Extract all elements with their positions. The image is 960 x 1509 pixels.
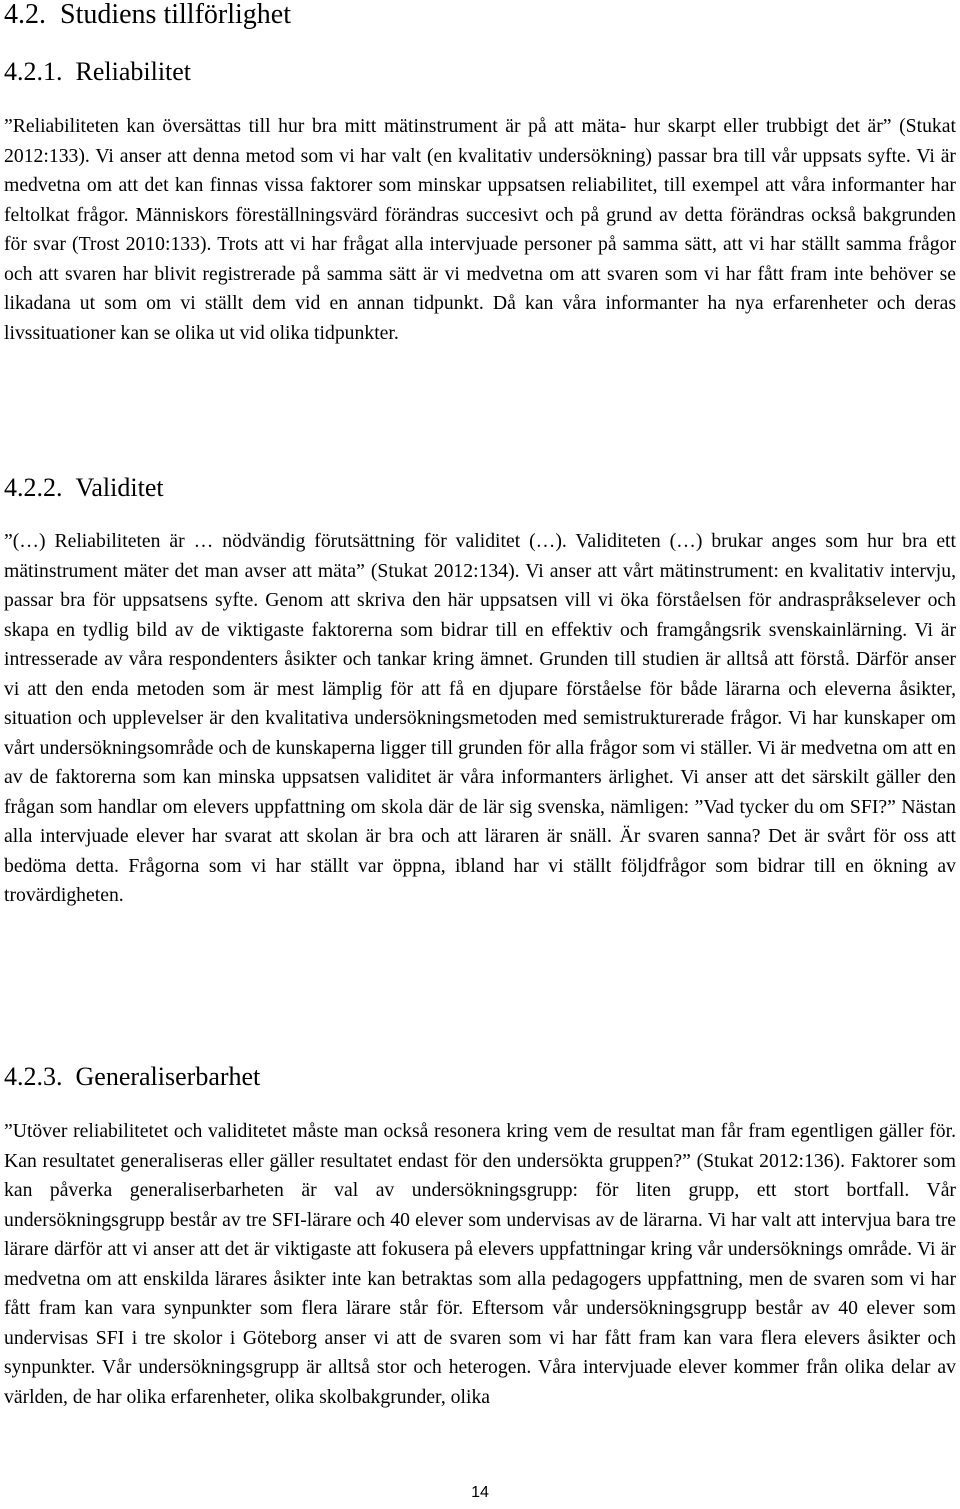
section-title: Studiens tillförlighet [60, 0, 291, 30]
subsection-number: 4.2.1. [4, 57, 63, 86]
subsection-heading-generaliserbarhet [4, 1062, 260, 1092]
subsection-heading-reliabilitet [4, 57, 191, 87]
section-heading [4, 0, 291, 44]
subsection-number: 4.2.2. [4, 473, 63, 502]
subsection-heading-validitet [4, 473, 164, 503]
section-number: 4.2. [4, 0, 46, 30]
paragraph-validitet: ”(…) Reliabiliteten är … nödvändig förutsättning för validitet (…). Validiteten (…) brukar anges som hur bra ett mätinstrument mäter det man avser att mäta” (Stukat 2012:134). Vi anser att vårt mätinstrument: en kvalitativ intervju, passar bra för uppsatsens syfte. Genom att skriva den här uppsatsen vill vi öka förståelsen för andraspråkselever och skapa en tydlig bild av de viktigaste faktorerna som bidrar till en effektiv och framgångsrik svenskainlärning. Vi är intresserade av våra respondenters åsikter och tankar kring ämnet. Grunden till studien är alltså att förstå. Därför anser vi att den enda metoden som är mest lämplig för att få en djupare förståelse för både lärarna och eleverna åsikter, situation och upplevelser är den kvalitativa undersökningsmetoden med semistrukturerade frågor. Vi har kunskaper om vårt undersökningsområde och de kunskaperna ligger till grunden för alla frågor som vi ställer. Vi är medvetna om att en av de faktorerna som kan minska uppsatsen validitet är våra informanters ärlighet. Vi anser att det särskilt gäller den frågan som handlar om elevers uppfattning om skola där de lär sig svenska, nämligen: ”Vad tycker du om SFI?” Nästan alla intervjuade elever har svarat att skolan är bra och att läraren är snäll. Är svaren sanna? Det är svårt för oss att bedöma detta. Frågorna som vi har ställt var öppna, ibland har vi ställt följdfrågor som bidrar till en ökning av trovärdigheten. [4, 530, 956, 906]
paragraph-reliabilitet: ”Reliabiliteten kan översättas till hur bra mitt mätinstrument är på att mäta- hur skarpt eller trubbigt det är” (Stukat 2012:133). Vi anser att denna metod som vi har valt (en kvalitativ undersökning) passar bra till vår uppsats syfte. Vi är medvetna om att det kan finnas vissa faktorer som minskar uppsatsen reliabilitet, till exempel att våra informanter har feltolkat frågor. Människors föreställningsvärd förändras succesivt och på grund av detta förändras också bakgrunden för svar (Trost 2010:133). Trots att vi har frågat alla intervjuade personer på samma sätt, att vi har ställt samma frågor och att svaren har blivit registrerade på samma sätt är vi medvetna om att svaren som vi har fått fram inte behöver se likadana ut som om vi ställt dem vid en annan tidpunkt. Då kan våra informanter ha nya erfarenheter och deras livssituationer kan se olika ut vid olika tidpunkter. [4, 115, 956, 344]
paragraph-generaliserbarhet: ”Utöver reliabilitetet och validitetet måste man också resonera kring vem de resultat man får fram egentligen gäller för. Kan resultatet generaliseras eller gäller resultatet endast för den undersökta gruppen?” (Stukat 2012:136). Faktorer som kan påverka generaliserbarheten är val av undersökningsgrupp: för liten grupp, ett stort bortfall. Vår undersökningsgrupp består av tre SFI-lärare och 40 elever som undervisas av de lärarna. Vi har valt att intervjua bara tre lärare därför att vi anser att det är viktigaste att fokusera på elevers uppfattningar kring vår undersöknings område. Vi är medvetna om att enskilda lärares åsikter inte kan betraktas som alla pedagogers uppfattning, men de svaren som vi har fått fram kan vara synpunkter som flera lärare står för. Eftersom vår undersökningsgrupp består av 40 elever som undervisas SFI i tre skolor i Göteborg anser vi att de svaren som vi har fått fram kan vara flera elevers åsikter och synpunkter. Vår undersökningsgrupp är alltså stor och heterogen. Våra intervjuade elever kommer från olika delar av världen, de har olika erfarenheter, olika skolbakgrunder, olika [4, 1120, 956, 1408]
subsection-title: Generaliserbarhet [75, 1062, 261, 1091]
subsection-title: Validitet [75, 473, 164, 502]
subsection-title: Reliabilitet [75, 57, 192, 86]
subsection-number: 4.2.3. [4, 1062, 63, 1091]
page-number: 14 [471, 1484, 489, 1501]
